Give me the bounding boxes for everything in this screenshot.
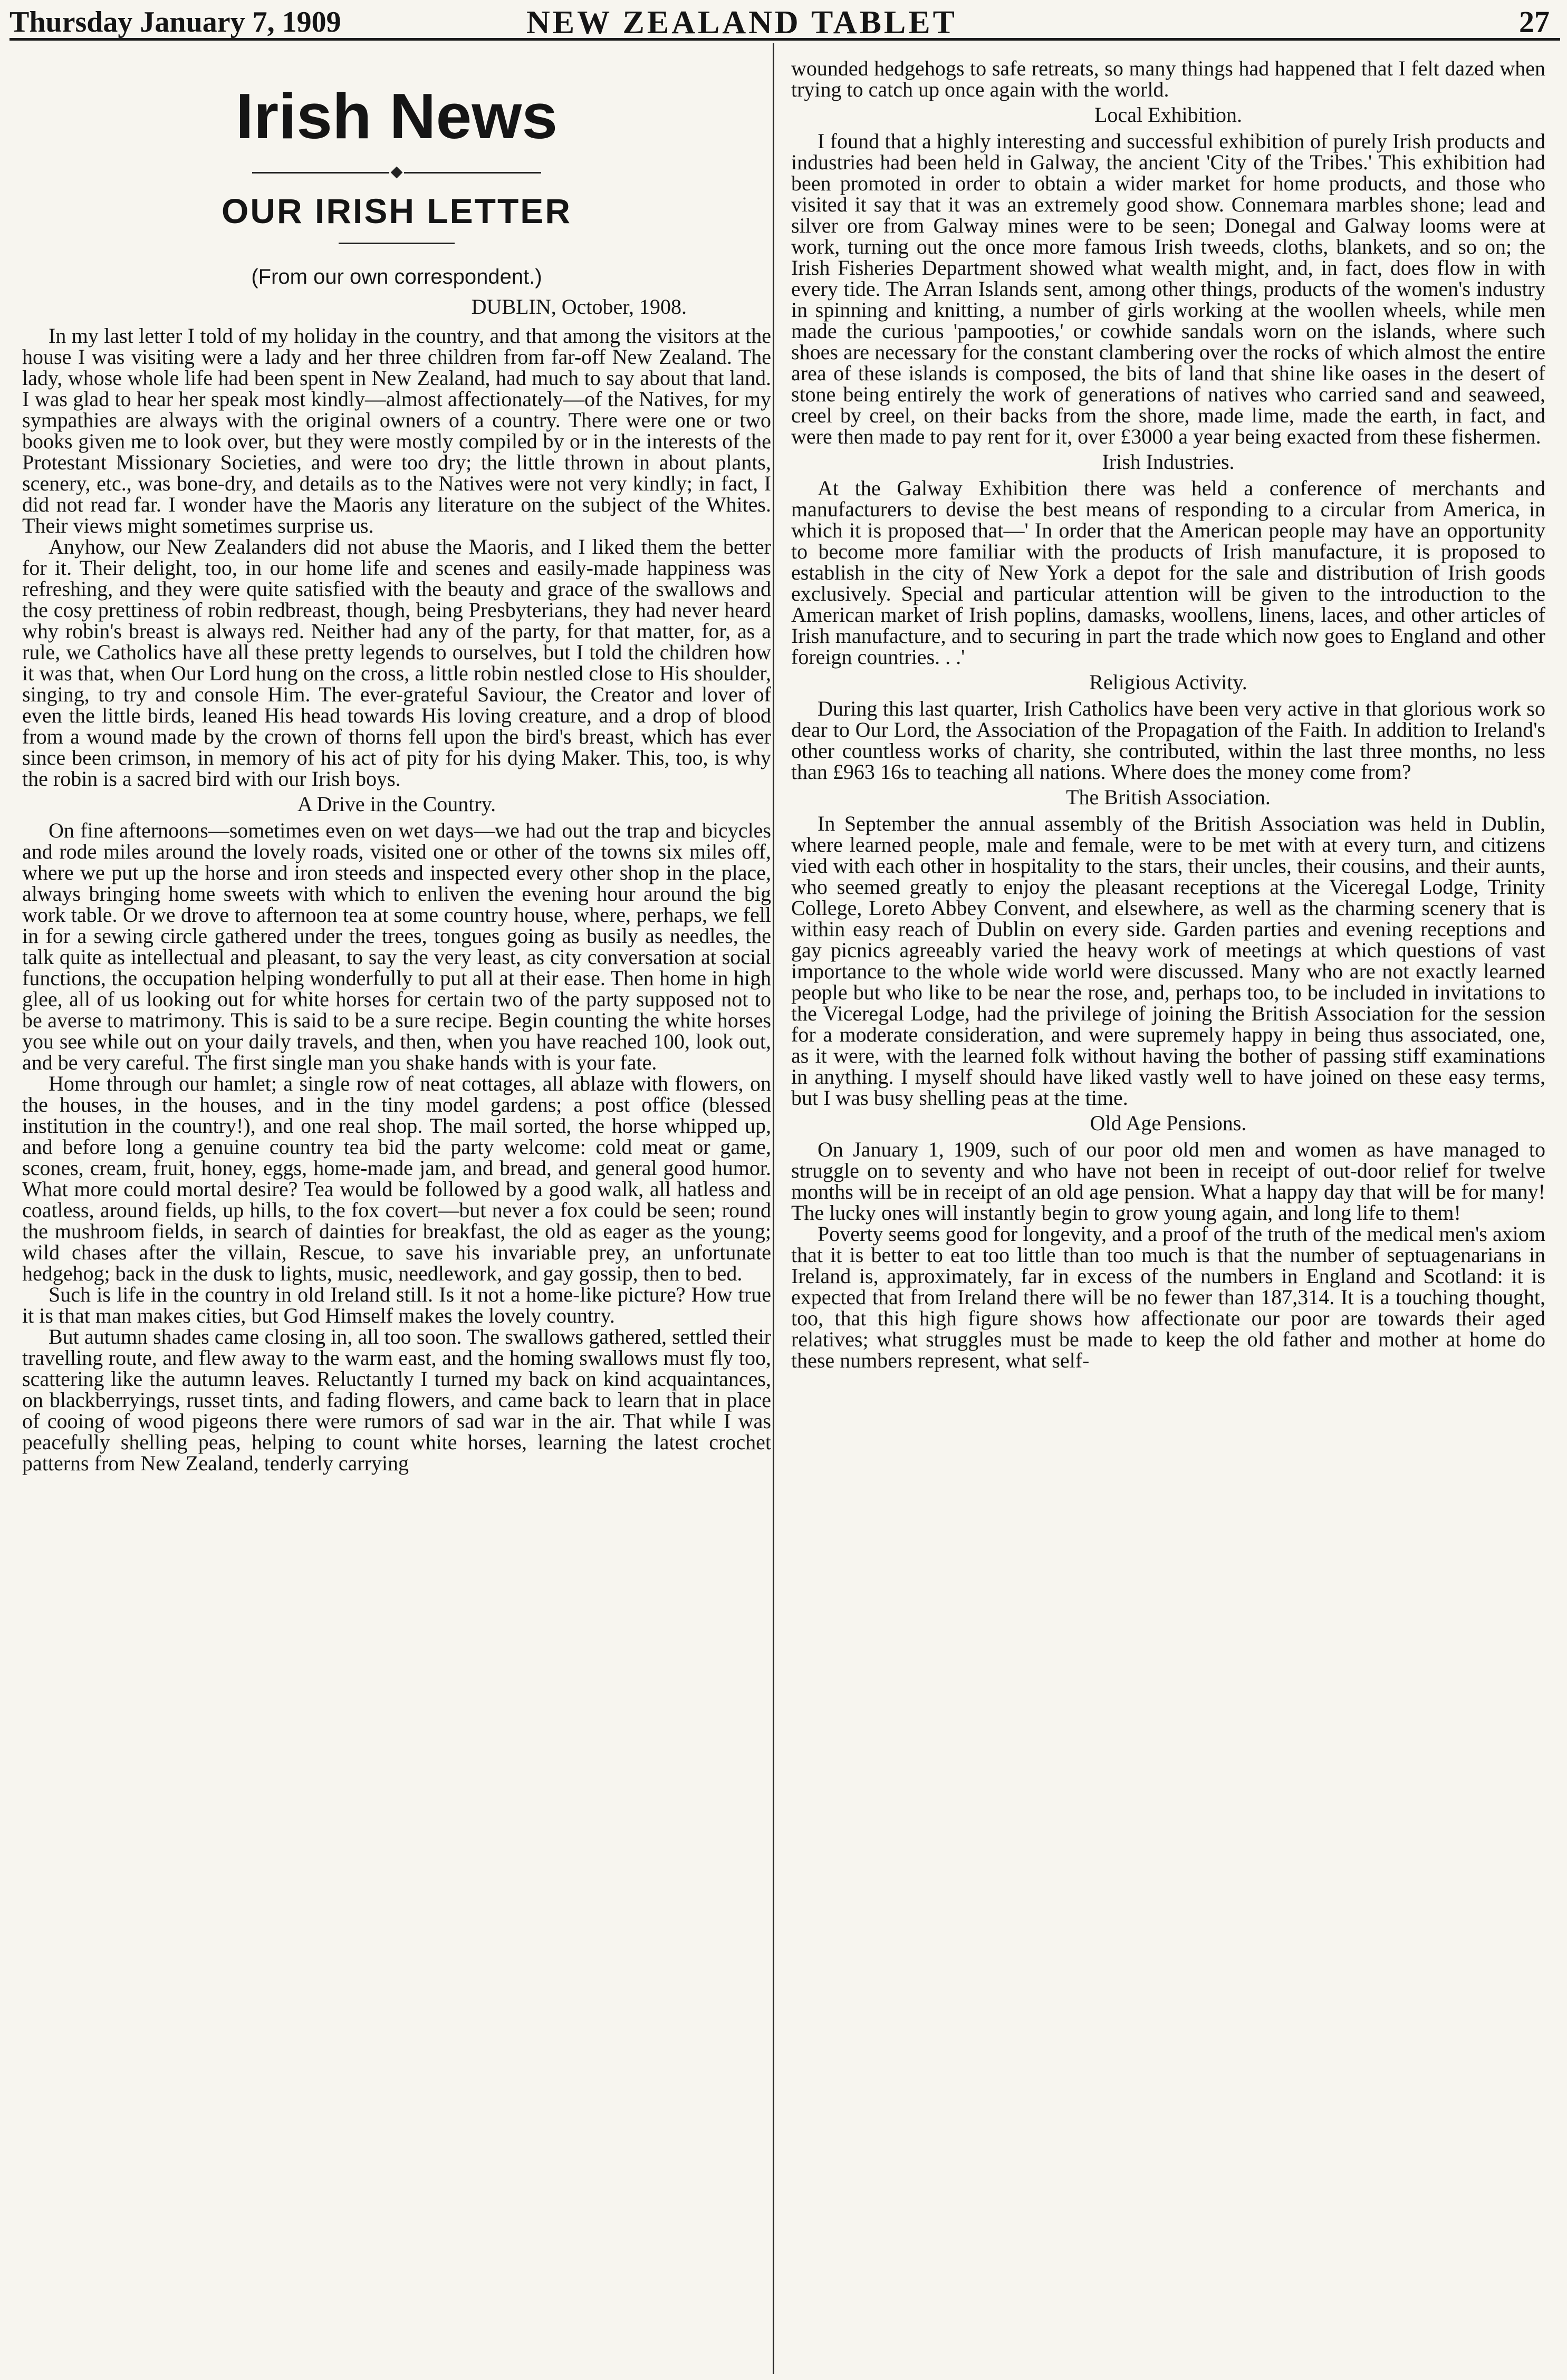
page-number: 27 — [1519, 5, 1550, 39]
subheading: Irish Industries. — [1102, 450, 1235, 474]
subheading: The British Association. — [1066, 785, 1271, 809]
right-column-body — [791, 58, 1545, 1371]
paragraph: wounded hedgehogs to safe retreats, so many things had happened that I felt dazed when trying to catch up once again with the world. — [791, 58, 1545, 101]
subheading: Local Exhibition. — [1094, 103, 1242, 127]
paragraph: On January 1, 1909, such of our poor old men and women as have managed to struggle on to seventy and who have not been in receipt of out-door relief for twelve months will be in receipt of an old age pension. What a happy day that will be for many! The lucky ones will instantly begin to grow young again, and long life to them! — [791, 1138, 1545, 1225]
article-title: OUR IRISH LETTER — [221, 191, 572, 230]
title-rule — [339, 243, 455, 244]
paragraph: I found that a highly interesting and successful exhibition of purely Irish products and industries had been held in Galway, the ancient 'City of the Tribes.' This exhibition had been promoted in order to obtain a wider market for home products, and those who visited it say that it was an extremely good show. Connemara marbles shone; lead and silver ore from Galway mines were to be seen; Donegal and Galway looms were at work, turning out the once more famous Irish tweeds, cloths, blankets, and so on; the Irish Fisheries Department showed what wealth might, and, in fact, does flow in with every tide. The Arran Islands sent, among other things, products of the women's industry in spinning and knitting, a number of girls working at the woollen wheels, while men made the curious 'pampooties,' or cowhide sandals worn on the islands, where such shoes are necessary for the constant clambering over the rocks of which almost the entire area of these islands is composed, the bits of land that shine like oases in the desert of stone being entirely the work of generations of natives who carried sand and seaweed, creel by creel, on their backs from the shore, made lime, made the earth, in fact, and were then made to pay rent for it, over £3000 a year being exacted from these fishermen. — [791, 129, 1545, 448]
masthead — [9, 4, 1560, 41]
paragraph: On fine afternoons—sometimes even on wet days—we had out the trap and bicycles and rode miles around the lovely roads, visited one or other of the towns six miles off, where we put up the horse and iron steeds and inspected every other shop in the place, always bringing home sweets with which to enliven the evening hour around the big work table. Or we drove to afternoon tea at some country house, where, perhaps, we fell in for a sewing circle gathered under the trees, tongues going as busily as needles, the talk quite as intellectual and pleasant, to say the very least, as city conversation at social functions, the occupation helping wonderfully to put all at their ease. Then home in high glee, all of us looking out for white horses for certain two of the party supposed not to be averse to matrimony. This is said to be a sure recipe. Begin counting the white horses you see while out on your daily travels, and then, when you have reached 100, look out, and be very careful. The first single man you shake hands with is your fate. — [22, 818, 771, 1074]
subheading: Religious Activity. — [1089, 670, 1247, 694]
subheading: A Drive in the Country. — [297, 792, 496, 816]
subheading: Old Age Pensions. — [1090, 1111, 1247, 1135]
section-title: Irish News — [235, 80, 558, 152]
column-divider — [773, 43, 774, 2374]
paragraph: Such is life in the country in old Ireland still. Is it not a home-like picture? How true it is that man makes cities, but God Himself makes the lovely country. — [22, 1283, 771, 1327]
paragraph: At the Galway Exhibition there was held a conference of merchants and manufacturers to devise the best means of responding to a circular from America, in which it is proposed that—' In order that the American people may have an opportunity to become more familiar with the products of Irish manufacture, it is proposed to establish in the city of New York a depot for the sale and distribution of Irish goods exclusively. Special and particular attention will be given to the introduction to the American market of Irish poplins, damasks, woollens, linens, laces, and other articles of Irish manufacture, and to securing in part the trade which now goes to England and other foreign countries. . .' — [791, 476, 1545, 669]
paragraph: In September the annual assembly of the British Association was held in Dublin, where learned people, male and female, were to be met with at every turn, and citizens vied with each other in hospitality to the stars, their uncles, their cousins, and their aunts, who seemed greatly to enjoy the pleasant receptions at the Viceregal Lodge, Trinity College, Loreto Abbey Convent, and elsewhere, as well as the charming scenery that is within easy reach of Dublin on every side. Garden parties and evening receptions and gay picnics agreeably varied the heavy work of meetings at which questions of vast importance to the whole wide world were discussed. Many who are not exactly learned people but who like to be near the rose, and, perhaps too, to be included in invitations to the Viceregal Lodge, had the privilege of joining the British Association for the session for a moderate consideration, and were supremely happy in being thus associated, one, as it were, with the learned folk without having the bother of passing stiff examinations in anything. I myself should have liked vastly well to have joined on these easy terms, but I was busy shelling peas at the time. — [791, 812, 1545, 1110]
paragraph: But autumn shades came closing in, all too soon. The swallows gathered, settled their travelling route, and flew away to the warm east, and the homing swallows must fly too, scattering like the autumn leaves. Reluctantly I turned my back on kind acquaintances, on blackberryings, russet tints, and fading flowers, and came back to learn that in place of cooing of wood pigeons there were rumors of sad war in the air. That while I was peacefully shelling peas, helping to count white horses, learning the latest crochet patterns from New Zealand, tenderly carrying — [22, 1325, 771, 1475]
paragraph: During this last quarter, Irish Catholics have been very active in that glorious work so dear to Our Lord, the Association of the Propagation of the Faith. In addition to Ireland's other countless works of charity, she contributed, within the last three months, no less than £963 16s to teaching all nations. Where does the money come from? — [791, 697, 1545, 784]
dateline: DUBLIN, October, 1908. — [471, 295, 687, 319]
paragraph: Home through our hamlet; a single row of neat cottages, all ablaze with flowers, on the houses, in the houses, and in the tiny model gardens; a post office (blessed institution in the country!), and one real shop. The mail sorted, the horse whipped up, and before long a genuine country tea bid the party welcome: cold meat or game, scones, cream, fruit, honey, eggs, home-made jam, and bread, and general good humor. What more could mortal desire? Tea would be followed by a good walk, all hatless and coatless, around fields, up hills, to the fox covert—but never a fox could be seen; round the mushroom fields, in search of dainties for breakfast, the old as eager as the young; wild chases after the villain, Rescue, to save his invariable prey, an unfortunate hedgehog; back in the dusk to lights, music, needlework, and gay gossip, then to bed. — [22, 1072, 771, 1285]
right-column — [791, 58, 1545, 2373]
title-ornament — [22, 168, 771, 177]
paragraph: In my last letter I told of my holiday in the country, and that among the visitors at the house I was visiting were a lady and her three children from far-off New Zealand. The lady, whose whole life had been spent in New Zealand, had much to say about that land. I was glad to hear her speak most kindly—almost affectionately—of the Natives, for my sympathies are always with the original owners of a country. There were one or two books given me to look over, but they were mostly compiled by or in the interests of the Protestant Missionary Societies, and were too dry; the little thrown in about plants, scenery, etc., was bone-dry, and details as to the Natives were not very kindly; in fact, I did not read far. I wonder have the Maoris any literature on the subject of the Whites. Their views might sometimes surprise us. — [22, 324, 771, 537]
publication-title: NEW ZEALAND TABLET — [526, 5, 957, 41]
paragraph: Poverty seems good for longevity, and a proof of the truth of the medical men's axiom that it is better to eat too little than too much is that the number of septuagenarians in Ireland is, approximately, far in excess of the numbers in England and Scotland: it is expected that from Ireland there will be no fewer than 187,314. It is a touching thought, too, that this high figure shows how affectionate our poor are towards their aged relatives; what struggles must be made to keep the old father and mother at home do these numbers represent, what self- — [791, 1222, 1545, 1372]
issue-date: Thursday January 7, 1909 — [9, 6, 341, 38]
byline: (From our own correspondent.) — [251, 265, 542, 288]
paragraph: Anyhow, our New Zealanders did not abuse the Maoris, and I liked them the better for it. Their delight, too, in our home life and scenes and easily-made happiness was refreshing, and they were quite satisfied with the beauty and grace of the swallows and the cosy prettiness of robin redbreast, though, being Presbyterians, they had never heard why robin's breast is always red. Neither had any of the party, for that matter, for, as a rule, we Catholics have all these pretty legends to ourselves, but I told the children how it was that, when Our Lord hung on the cross, a little robin nestled close to His shoulder, singing, to try and console Him. The ever-grateful Saviour, the Creator and lover of even the little birds, leaned His head towards His loving creature, and a drop of blood from a wound made by the crown of thorns fell upon the bird's breast, which has ever since been crimson, in memory of his act of pity for his dying Maker. This, too, is why the robin is a sacred bird with our Irish boys. — [22, 535, 771, 791]
left-column — [22, 58, 771, 2373]
left-column-body — [22, 325, 771, 1474]
